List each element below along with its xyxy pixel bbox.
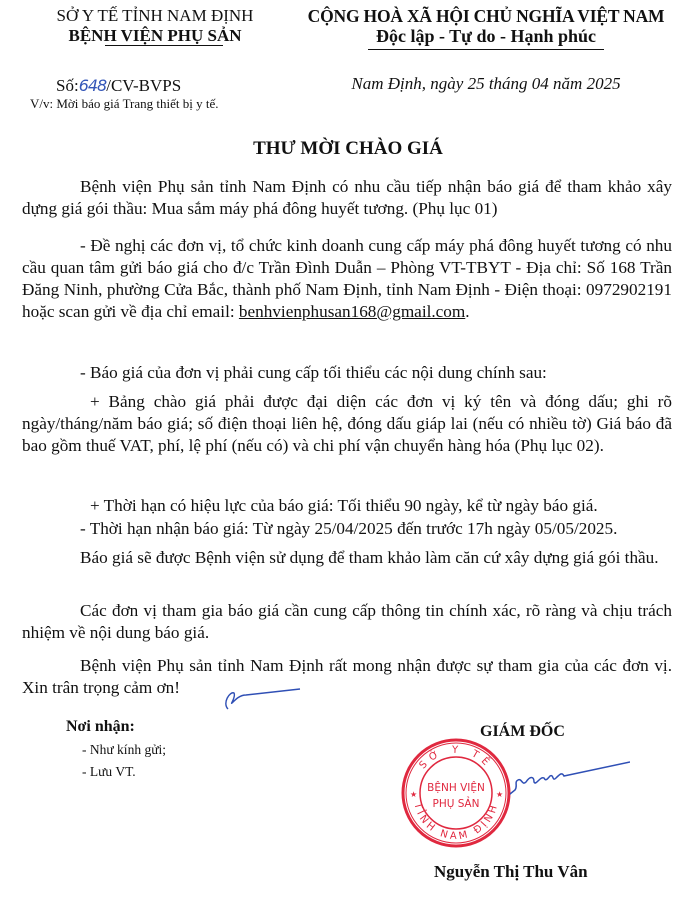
initial-signature	[220, 683, 310, 713]
header-right	[300, 6, 672, 50]
stamp-center-line-2: PHỤ SẢN	[432, 798, 480, 810]
paragraph-usage: Báo giá sẽ được Bệnh viện sử dụng để tham khảo làm căn cứ xây dựng giá gói thầu.	[80, 548, 659, 567]
paragraph-request	[22, 235, 672, 323]
recipient-item: - Lưu VT.	[82, 764, 136, 779]
document-number	[56, 76, 181, 96]
paragraph-requirements: - Báo giá của đơn vị phải cung cấp tối thiểu các nội dung chính sau:	[80, 363, 547, 382]
request-end: .	[465, 302, 470, 321]
hospital-name: BỆNH VIỆN PHỤ SẢN	[68, 26, 242, 45]
stamp-star-icon: ★	[496, 790, 504, 799]
subject-line: V/v: Mời báo giá Trang thiết bị y tế.	[30, 96, 219, 111]
stamp-bottom-text: TỈNH NAM ĐỊNH	[411, 801, 501, 843]
stamp-center-line-1: BỆNH VIỆN	[427, 782, 485, 794]
header-left	[30, 6, 280, 47]
doc-number-suffix: /CV-BVPS	[106, 76, 182, 95]
paragraph-validity: + Thời hạn có hiệu lực của báo giá: Tối thiểu 90 ngày, kể từ ngày báo giá.	[90, 496, 598, 515]
director-signature	[510, 752, 630, 812]
signer-position: GIÁM ĐỐC	[480, 723, 565, 740]
official-stamp	[400, 737, 512, 849]
place-date: Nam Định, ngày 25 tháng 04 năm 2025	[351, 74, 621, 93]
doc-number-prefix: Số:	[56, 76, 79, 95]
recipients-label: Nơi nhận:	[66, 718, 135, 735]
recipient-item: - Như kính gửi;	[82, 742, 167, 757]
paragraph-deadline: - Thời hạn nhận báo giá: Từ ngày 25/04/2025 đến trước 17h ngày 05/05/2025.	[80, 519, 618, 538]
stamp-star-icon: ★	[410, 790, 418, 799]
national-motto: Độc lập - Tự do - Hạnh phúc	[375, 26, 597, 46]
doc-number-handwritten: 648	[78, 76, 107, 95]
paragraph-quote-table: + Bảng chào giá phải được đại diện các đơn vị ký tên và đóng dấu; ghi rõ ngày/tháng/năm báo giá; số điện thoại liên hệ, đóng dấu giáp lai (nếu có nhiều tờ) Giá báo đã bao gồm thuế VAT, phí, lệ phí (nếu có) và chi phí vận chuyển hàng hóa (Phụ lục 02).	[22, 392, 672, 455]
agency-name: SỞ Y TẾ TỈNH NAM ĐỊNH	[56, 6, 254, 25]
request-text: - Đề nghị các đơn vị, tổ chức kinh doanh cung cấp máy phá đông huyết tương có nhu cầu quan tâm gửi báo giá cho đ/c Trần Đình Duẫn – Phòng VT-TBYT - Địa chỉ: Số 168 Trần Đăng Ninh, phường Cửa Bắc, thành phố Nam Định, tỉnh Nam Định - Điện thoại: 0972902191 hoặc scan gửi về địa chỉ email:	[22, 236, 672, 321]
motto-underline	[368, 49, 604, 50]
hospital-underline	[105, 45, 223, 46]
document-title: THƯ MỜI CHÀO GIÁ	[253, 138, 443, 159]
email-link[interactable]: benhvienphusan168@gmail.com	[238, 302, 466, 321]
signer-name: Nguyễn Thị Thu Vân	[434, 862, 588, 881]
paragraph-thanks: Bệnh viện Phụ sản tỉnh Nam Định rất mong nhận được sự tham gia của các đơn vị. Xin trân trọng cảm ơn!	[22, 656, 672, 697]
nation-name: CỘNG HOÀ XÃ HỘI CHỦ NGHĨA VIỆT NAM	[307, 6, 665, 26]
stamp-top-text: SỞ Y TẾ	[417, 744, 495, 772]
paragraph-intro: Bệnh viện Phụ sản tỉnh Nam Định có nhu cầu tiếp nhận báo giá để tham khảo xây dựng giá gói thầu: Mua sắm máy phá đông huyết tương. (Phụ lục 01)	[22, 177, 672, 218]
paragraph-accuracy: Các đơn vị tham gia báo giá cần cung cấp thông tin chính xác, rõ ràng và chịu trách nhiệm về nội dung báo giá.	[22, 601, 672, 642]
